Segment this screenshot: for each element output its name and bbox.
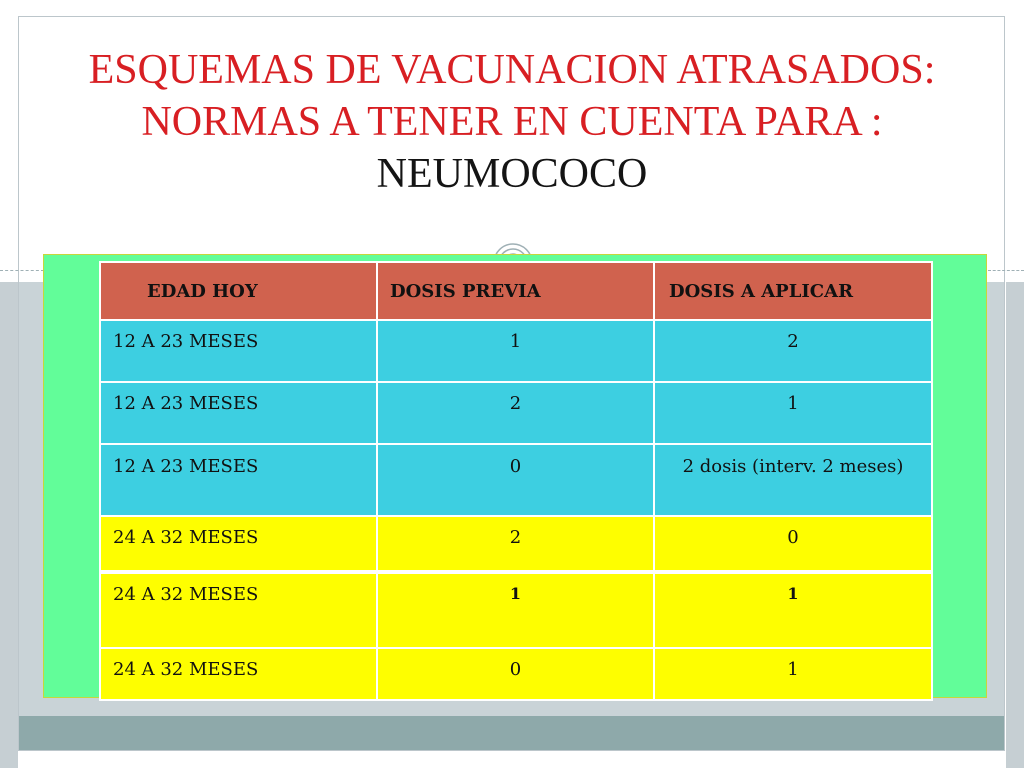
- header-dosis-a-aplicar: DOSIS A APLICAR: [654, 262, 932, 320]
- dashed-divider-left: [0, 270, 44, 271]
- dashed-divider-right: [988, 270, 1024, 271]
- table-row: [100, 648, 932, 700]
- cell-dosis-previa: 2: [377, 382, 654, 444]
- cell-edad: 12 A 23 MESES: [100, 320, 377, 382]
- cell-dosis-previa: 1: [377, 320, 654, 382]
- vaccination-table: [99, 261, 933, 701]
- cell-dosis-aplicar: 1: [654, 572, 932, 648]
- cell-dosis-aplicar: 1: [654, 382, 932, 444]
- table-row: [100, 320, 932, 382]
- cell-edad: 12 A 23 MESES: [100, 382, 377, 444]
- bottom-bar: [19, 716, 1004, 750]
- table-row: [100, 382, 932, 444]
- cell-dosis-aplicar: 1: [654, 648, 932, 700]
- table-row: [100, 444, 932, 516]
- cell-dosis-previa: 2: [377, 516, 654, 572]
- cell-edad: 24 A 32 MESES: [100, 572, 377, 648]
- table-header-row: [100, 262, 932, 320]
- cell-dosis-aplicar: 2: [654, 320, 932, 382]
- cell-dosis-aplicar: 0: [654, 516, 932, 572]
- cell-dosis-previa: 1: [377, 572, 654, 648]
- header-dosis-previa: DOSIS PREVIA: [377, 262, 654, 320]
- cell-edad: 12 A 23 MESES: [100, 444, 377, 516]
- header-edad-hoy: EDAD HOY: [100, 262, 377, 320]
- cell-dosis-aplicar: 2 dosis (interv. 2 meses): [654, 444, 932, 516]
- cell-edad: 24 A 32 MESES: [100, 648, 377, 700]
- cell-dosis-previa: 0: [377, 444, 654, 516]
- left-side-band: [0, 282, 18, 768]
- slide-title: [60, 44, 964, 200]
- cell-dosis-previa: 0: [377, 648, 654, 700]
- table-row: [100, 516, 932, 572]
- cell-edad: 24 A 32 MESES: [100, 516, 377, 572]
- table-row: [100, 572, 932, 648]
- title-red-text: ESQUEMAS DE VACUNACION ATRASADOS: NORMAS A TENER EN CUENTA PARA :: [88, 47, 936, 145]
- right-side-band: [1006, 282, 1024, 768]
- title-black-text: NEUMOCOCO: [376, 151, 648, 197]
